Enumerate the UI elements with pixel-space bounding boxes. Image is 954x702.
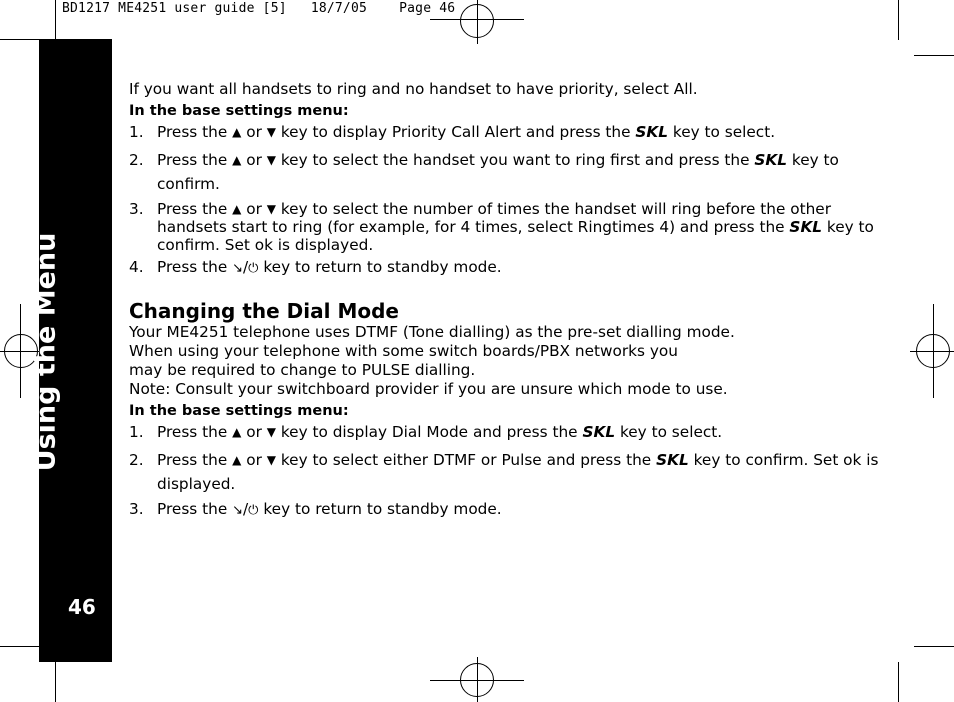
step-number: 1. — [129, 423, 144, 441]
up-arrow-icon: ▲ — [232, 125, 242, 139]
up-arrow-icon: ▲ — [232, 453, 242, 467]
crop-mark-top-right-h — [914, 55, 954, 56]
step-number: 3. — [129, 200, 144, 218]
power-icon: ⏻ — [248, 261, 259, 276]
page-content — [129, 80, 879, 524]
step-number: 1. — [129, 123, 144, 141]
crop-mark-top-left-v — [55, 0, 56, 40]
list-item: 1. Press the ▲ or ▼ key to display Priority Call Alert and press the SKL key to select. — [129, 123, 776, 141]
skl-key-label: SKL — [582, 423, 616, 441]
crop-mark-top-right-v — [898, 0, 899, 40]
crop-mark-bottom-left-h — [0, 646, 40, 647]
section-heading: Changing the Dial Mode — [129, 299, 399, 323]
step-number: 3. — [129, 500, 144, 518]
crop-mark-bottom-right-v — [898, 662, 899, 702]
skl-key-label: SKL — [656, 451, 689, 469]
end-call-icon: ↘ — [232, 503, 244, 518]
page-number: 46 — [68, 595, 96, 619]
dial-mode-paragraph: may be required to change to PULSE dialling. — [129, 361, 476, 379]
up-arrow-icon: ▲ — [232, 153, 242, 167]
priority-steps — [129, 123, 879, 278]
up-arrow-icon: ▲ — [232, 202, 242, 216]
skl-key-label: SKL — [635, 123, 669, 141]
power-icon: ⏻ — [248, 503, 259, 518]
step-number: 2. — [129, 451, 144, 469]
list-item: 4. Press the ↘/⏻ key to return to standby mode. — [129, 258, 502, 276]
dial-mode-paragraph: When using your telephone with some switch boards/PBX networks you — [129, 342, 678, 360]
down-arrow-icon: ▼ — [266, 125, 276, 139]
step-number: 2. — [129, 151, 144, 169]
down-arrow-icon: ▼ — [266, 425, 276, 439]
down-arrow-icon: ▼ — [266, 453, 276, 467]
crop-mark-bottom-left-v — [55, 662, 56, 702]
menu-heading: In the base settings menu: — [129, 103, 349, 119]
note-paragraph: Note: Consult your switchboard provider if you are unsure which mode to use. — [129, 380, 728, 398]
list-item: 2. Press the ▲ or ▼ key to select either DTMF or Pulse and press the SKL key to confirm. Set ok is displayed. — [129, 448, 879, 496]
up-arrow-icon: ▲ — [232, 425, 242, 439]
dial-mode-paragraph: Your ME4251 telephone uses DTMF (Tone dialling) as the pre-set dialling mode. — [129, 323, 735, 341]
menu-heading: In the base settings menu: — [129, 403, 349, 419]
crop-mark-bottom-right-h — [914, 646, 954, 647]
down-arrow-icon: ▼ — [266, 202, 276, 216]
skl-key-label: SKL — [754, 151, 788, 169]
down-arrow-icon: ▼ — [266, 153, 276, 167]
dial-mode-steps — [129, 423, 879, 520]
list-item: 3. Press the ↘/⏻ key to return to standby mode. — [129, 500, 502, 518]
intro-paragraph: If you want all handsets to ring and no handset to have priority, select All. — [129, 80, 698, 98]
reg-mark-top-circle — [460, 4, 494, 38]
skl-key-label: SKL — [789, 218, 823, 236]
list-item: 2. Press the ▲ or ▼ key to select the handset you want to ring first and press the SKL key to confirm. — [129, 148, 879, 196]
list-item: 3. Press the ▲ or ▼ key to select the number of times the handset will ring before the other handsets start to ring (for example, for 4 times, select Ringtimes 4) and press the SKL key to confirm. Set ok is displayed. — [129, 200, 874, 254]
crop-mark-top-left-h — [0, 39, 40, 40]
step-number: 4. — [129, 258, 144, 276]
reg-mark-bottom-circle — [460, 663, 494, 697]
end-call-icon: ↘ — [232, 261, 244, 276]
reg-mark-right-circle — [916, 334, 950, 368]
list-item: 1. Press the ▲ or ▼ key to display Dial Mode and press the SKL key to select. — [129, 423, 723, 441]
print-slug: BD1217 ME4251 user guide [5] 18/7/05 Page 46 — [62, 1, 456, 16]
